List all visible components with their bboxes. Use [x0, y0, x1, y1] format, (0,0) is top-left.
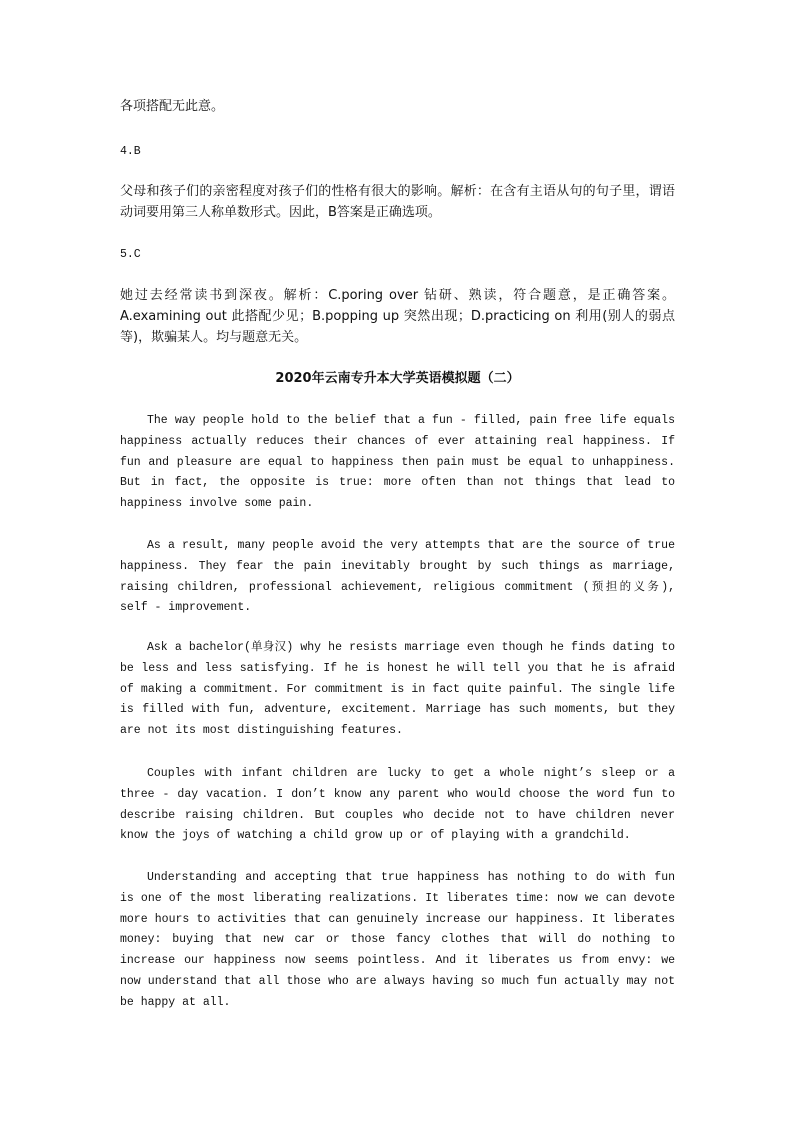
- answer-number-5: 5.C: [120, 248, 141, 261]
- passage-paragraph-2: As a result, many people avoid the very attempts that are the source of true happiness. They fear the pain inevitably brought by such things as marriage, raising children, professional achievement, religious commitment (预担的义务), self - improvement.: [120, 539, 675, 615]
- answer-explanation-5: 她过去经常读书到深夜。解析：C.poring over 钻研、熟读，符合题意，是正确答案。A.examining out 此搭配少见；B.popping up 突然出现；D.practicing on 利用(别人的弱点等)，欺骗某人。均与题意无关。: [120, 288, 675, 345]
- passage-paragraph-3: Ask a bachelor(单身汉) why he resists marriage even though he finds dating to be less and less satisfying. If he is honest he will tell you that he is afraid of making a commitment. For commitment is in fact quite painful. The single life is filled with fun, adventure, excitement. Marriage has such moments, but they are not its most distinguishing features.: [120, 641, 675, 738]
- passage-paragraph-4: Couples with infant children are lucky to get a whole night’s sleep or a three - day vacation. I don’t know any parent who would choose the word fun to describe raising children. But couples who decide not to have children never know the joys of watching a child grow up or of playing with a grandchild.: [120, 767, 675, 843]
- section-title: 2020年云南专升本大学英语模拟题（二）: [275, 371, 520, 386]
- answer-number-4: 4.B: [120, 145, 141, 158]
- answer-explanation-4: 父母和孩子们的亲密程度对孩子们的性格有很大的影响。解析：在含有主语从句的句子里，谓语动词要用第三人称单数形式。因此，B答案是正确选项。: [120, 184, 675, 220]
- passage-paragraph-1: The way people hold to the belief that a fun - filled, pain free life equals happiness actually reduces their chances of ever attaining real happiness. If fun and pleasure are equal to happiness then pain must be equal to unhappiness. But in fact, the opposite is true: more often than not things that lead to happiness involve some pain.: [120, 414, 675, 511]
- answer-note-line: 各项搭配无此意。: [120, 99, 225, 114]
- passage-paragraph-5: Understanding and accepting that true happiness has nothing to do with fun is one of the most liberating realizations. It liberates time: now we can devote more hours to activities that can genuinely increase our happiness. It liberates money: buying that new car or those fancy clothes that will do nothing to increase our happiness now seems pointless. And it liberates us from envy: we now understand that all those who are always having so much fun actually may not be happy at all.: [120, 871, 675, 1009]
